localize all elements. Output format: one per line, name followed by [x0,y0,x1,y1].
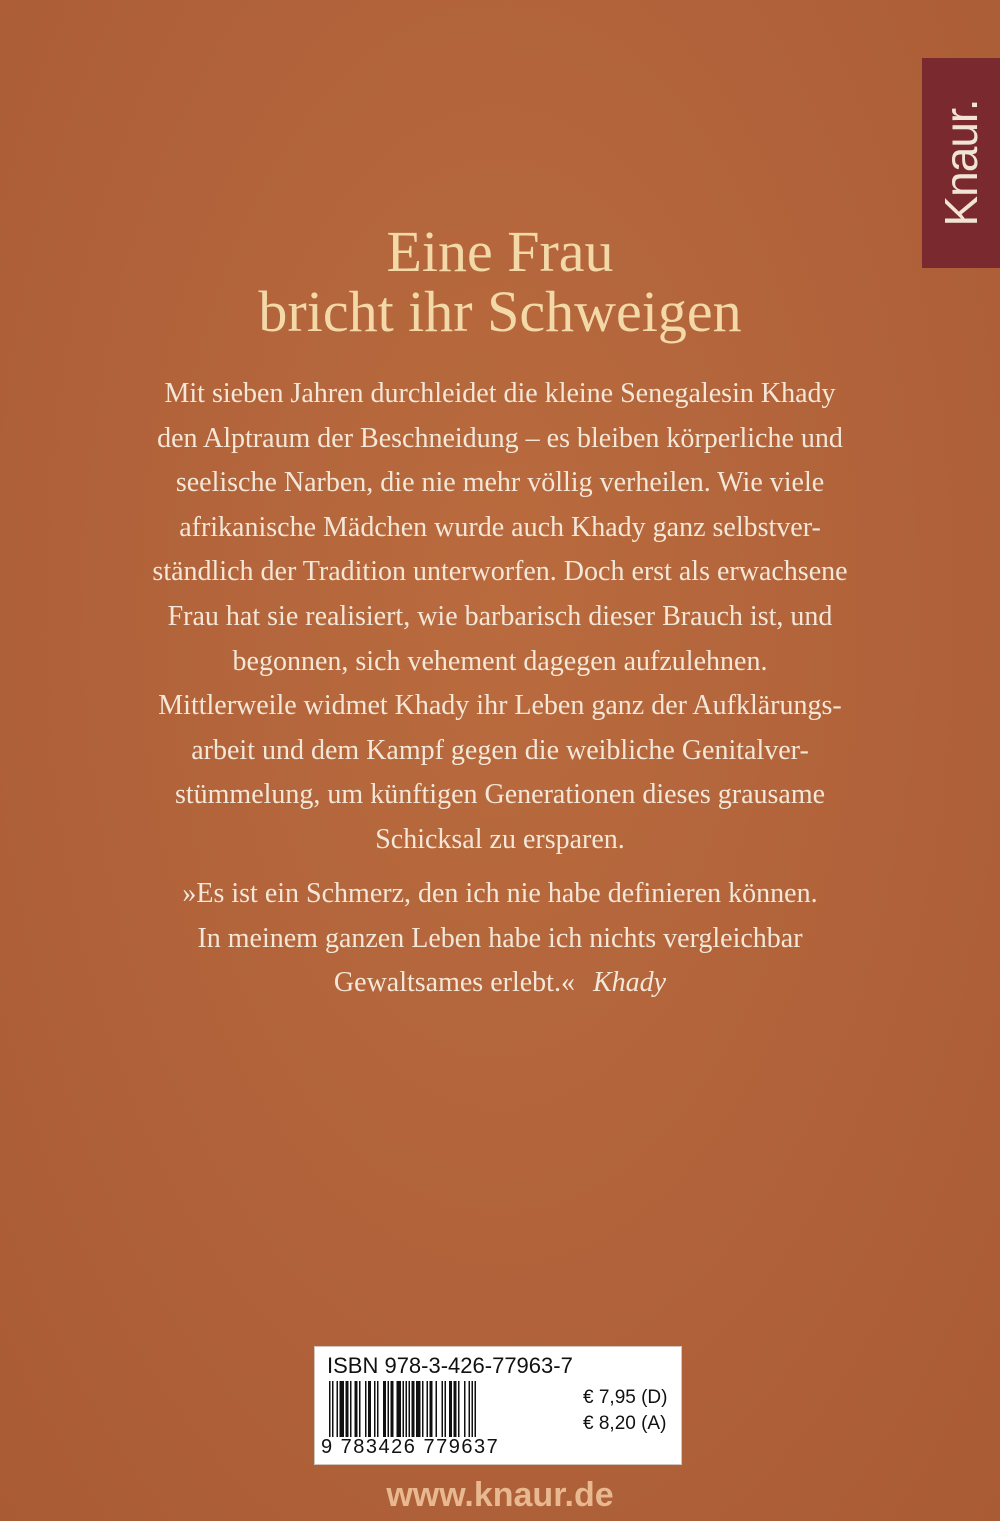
barcode-bar [377,1381,379,1437]
barcode-bar [388,1381,390,1437]
barcode-bar [329,1381,331,1437]
blurb-line: Frau hat sie realisiert, wie barbarisch dieser Brauch ist, und [167,600,833,632]
quote-line-last [60,961,940,1006]
title-line: Eine Frau [386,219,614,284]
barcode-bar [332,1381,334,1437]
barcode-bar [368,1381,371,1437]
price-germany: € 7,95 (D) [583,1387,668,1408]
barcode-bar [359,1381,361,1437]
blurb-paragraph [60,372,940,863]
quote-line: Gewaltsames erlebt.« [333,967,575,999]
barcode-bar [374,1381,376,1437]
barcode-bar [406,1381,408,1437]
barcode-bar [449,1381,452,1437]
book-title [0,219,1000,344]
barcode-bar [403,1381,405,1437]
barcode-bar [475,1381,477,1437]
price-austria: € 8,20 (A) [583,1413,667,1434]
barcode-bar [458,1381,460,1437]
title-line: bricht ihr Schweigen [258,279,742,344]
barcode-bar [365,1381,367,1437]
barcode-bar [391,1381,394,1437]
barcode-bar [427,1381,429,1437]
blurb-line: den Alptraum der Beschneidung – es bleiben körperliche und [157,422,843,454]
barcode-bar [355,1381,358,1437]
barcode-bar [442,1381,444,1437]
blurb-line: begonnen, sich vehement dagegen aufzulehnen. [232,645,768,677]
blurb-line: stümmelung, um künftigen Generationen dieses grausame [174,779,826,811]
barcode-bar [337,1381,339,1437]
barcode-bar [454,1381,457,1437]
barcode-bar [436,1381,438,1437]
barcode-bar [464,1381,466,1437]
quote-line: »Es ist ein Schmerz, den ich nie habe definieren können. [182,878,818,909]
blurb-line: arbeit und dem Kampf gegen die weibliche Genitalver- [191,734,809,766]
blurb-line: afrikanische Mädchen wurde auch Khady ganz selbstver- [179,511,821,543]
blurb-line: Mittlerweile widmet Khady ihr Leben ganz der Aufklärungs- [158,690,842,722]
barcode-bar [412,1381,415,1437]
isbn-number: ISBN 978-3-426-77963-7 [327,1353,573,1378]
barcode-bar [469,1381,471,1437]
barcode-digits: 9 783426 779637 [321,1436,500,1458]
quote-block [60,872,940,1006]
blurb-line: ständlich der Tradition unterworfen. Doch erst als erwachsene [152,556,848,588]
publisher-logo-text: Knaur. [935,99,987,227]
barcode-bar [346,1381,349,1437]
barcode-bars [325,1381,575,1437]
barcode-bar [430,1381,433,1437]
barcode-bar [409,1381,411,1437]
barcode-bar [350,1381,352,1437]
barcode-label [314,1346,682,1465]
barcode-bar [422,1381,424,1437]
publisher-website: www.knaur.de [386,1476,614,1514]
blurb-line: Schicksal zu ersparen. [375,823,625,855]
barcode-bar [397,1381,402,1437]
blurb-line: seelische Narben, die nie mehr völlig verheilen. Wie viele [175,467,825,499]
quote-line: In meinem ganzen Leben habe ich nichts vergleichbar [197,922,803,954]
barcode-bar [416,1381,421,1437]
barcode-bar [340,1381,345,1437]
blurb-line: Mit sieben Jahren durchleidet die kleine Senegalesin Khady [164,378,836,409]
barcode-bar [445,1381,447,1437]
barcode-bar [472,1381,474,1437]
quote-author: Khady [592,967,667,999]
barcode-bar [383,1381,386,1437]
